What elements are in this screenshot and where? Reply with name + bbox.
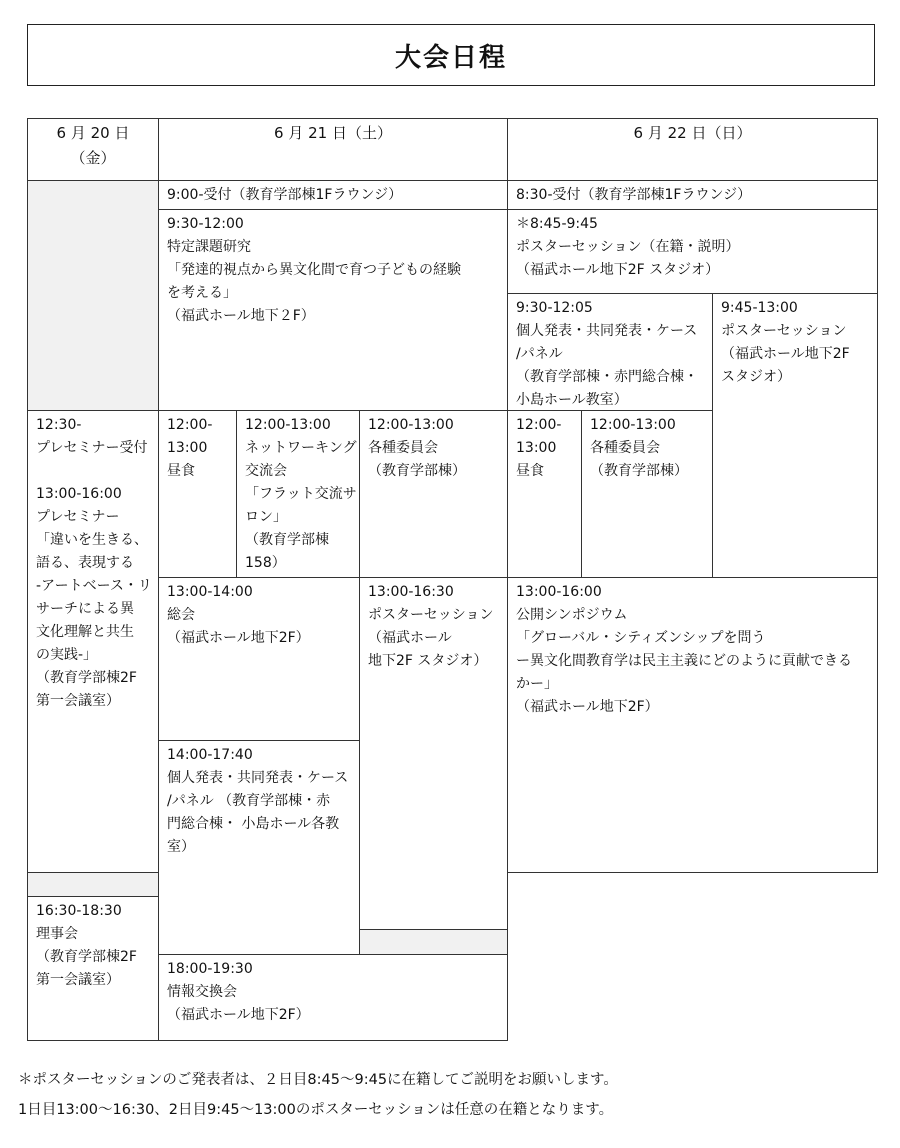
cell-line: （教育学部棟2F	[36, 949, 137, 965]
cell-line: /パネル	[516, 346, 563, 362]
cell-line: （教育学部棟）	[368, 463, 466, 479]
day3-reception	[507, 180, 878, 210]
header-day3	[507, 118, 878, 181]
cell-line: 6 月 20 日	[56, 124, 130, 142]
schedule-table	[27, 118, 878, 1041]
cell-line: 13:00	[516, 440, 557, 456]
page-title: 大会日程	[394, 42, 507, 73]
cell-line: 18:00-19:30	[167, 961, 253, 977]
cell-line: 12:00-	[516, 417, 562, 433]
cell-line: スタジオ）	[721, 369, 791, 385]
cell-line: ロン」	[245, 509, 287, 525]
day2-info-exchange	[158, 954, 508, 1041]
cell-line: 昼食	[167, 463, 195, 479]
day2-reception	[158, 180, 508, 210]
cell-line: 12:00-13:00	[245, 417, 331, 433]
day3-presentations	[507, 293, 713, 411]
cell-line: サーチによる異	[36, 601, 134, 617]
cell-line: （福武ホール	[368, 630, 452, 646]
cell-line: 9:45-13:00	[721, 300, 798, 316]
day3-lunch	[507, 410, 582, 578]
cell-line: プレセミナー	[36, 509, 120, 525]
cell-line: 9:30-12:05	[516, 300, 593, 316]
day2-special-research	[158, 209, 508, 411]
day2-poster-session	[359, 577, 508, 930]
day3-poster-explain	[507, 209, 878, 294]
cell-line: （福武ホール地下2F スタジオ）	[516, 262, 720, 278]
cell-line: 第一会議室）	[36, 693, 120, 709]
day2-general-meeting	[158, 577, 360, 741]
cell-line: 「フラット交流サ	[245, 486, 357, 502]
cell-line: （福武ホール地下2F）	[167, 1007, 310, 1023]
cell-line: （福武ホール地下2F）	[516, 699, 659, 715]
cell-line: 個人発表・共同発表・ケース	[516, 323, 698, 339]
cell-line: 小島ホール教室）	[516, 392, 628, 408]
day2-presentations	[158, 740, 360, 955]
cell-line: /パネル （教育学部棟・赤	[167, 793, 331, 809]
cell-line: 6 月 22 日（日）	[633, 124, 752, 142]
cell-line: （教育学部棟	[245, 532, 329, 548]
cell-line: 8:30-受付（教育学部棟1Fラウンジ）	[516, 187, 752, 203]
cell-line: （教育学部棟）	[590, 463, 688, 479]
cell-line: 13:00-14:00	[167, 584, 253, 600]
cell-line: 特定課題研究	[167, 239, 251, 255]
cell-line: （福武ホール地下2F）	[167, 630, 310, 646]
cell-line: ポスターセッション	[368, 607, 494, 623]
cell-line: 文化理解と共生	[36, 624, 134, 640]
title-box	[27, 24, 875, 86]
cell-line: （教育学部棟・赤門総合棟・	[516, 369, 698, 385]
cell-line: 門総合棟・ 小島ホール各教	[167, 816, 340, 832]
day3-poster-session	[712, 293, 878, 578]
cell-line: 12:00-	[167, 417, 213, 433]
note-poster-presenters: ＊ポスターセッションのご発表者は、２日目8:45～9:45に在籍してご説明をお願いします。	[18, 1072, 618, 1088]
cell-line: プレセミナー受付	[36, 440, 148, 456]
day3-symposium	[507, 577, 878, 873]
cell-line	[36, 460, 150, 483]
cell-line: 昼食	[516, 463, 544, 479]
day2-lunch	[158, 410, 237, 578]
cell-line: （福武ホール地下２F）	[167, 308, 315, 324]
cell-line: 個人発表・共同発表・ケース	[167, 770, 349, 786]
cell-line: （福武ホール地下2F	[721, 346, 850, 362]
day2-networking	[236, 410, 360, 578]
header-day1	[27, 118, 159, 181]
cell-line: （金）	[70, 149, 116, 167]
day1-preseminar	[27, 410, 159, 873]
cell-line: 13:00-16:00	[36, 486, 122, 502]
cell-line: （教育学部棟2F	[36, 670, 137, 686]
header-day2	[158, 118, 508, 181]
cell-line: ー異文化間教育学は民主主義にどのように貢献できる	[516, 653, 852, 669]
cell-line: 13:00	[167, 440, 208, 456]
cell-line: ＊8:45-9:45	[516, 216, 598, 232]
cell-line: 室）	[167, 839, 195, 855]
cell-line: 各種委員会	[590, 440, 660, 456]
cell-line: 9:00-受付（教育学部棟1Fラウンジ）	[167, 187, 403, 203]
cell-line: 総会	[167, 607, 195, 623]
cell-line: 13:00-16:30	[368, 584, 454, 600]
cell-line: 「発達的視点から異文化間で育つ子どもの経験	[167, 262, 461, 278]
cell-line: 13:00-16:00	[516, 584, 602, 600]
cell-line: 14:00-17:40	[167, 747, 253, 763]
cell-line: 公開シンポジウム	[516, 607, 628, 623]
cell-line: -アートベース・リ	[36, 578, 152, 594]
cell-line: を考える」	[167, 285, 237, 301]
cell-line: 「グローバル・シティズンシップを問う	[516, 630, 766, 646]
cell-line: 6 月 21 日（土）	[274, 124, 392, 142]
cell-line: ポスターセッション（在籍・説明）	[516, 239, 740, 255]
cell-line: 理事会	[36, 926, 78, 942]
cell-line: 地下2F スタジオ）	[368, 653, 488, 669]
cell-line: かー」	[516, 676, 558, 692]
cell-line: 16:30-18:30	[36, 903, 122, 919]
cell-line: 語る、表現する	[36, 555, 134, 571]
cell-line: 9:30-12:00	[167, 216, 244, 232]
day2-committee	[359, 410, 508, 578]
cell-line: 情報交換会	[167, 984, 237, 1000]
cell-line: 158）	[245, 555, 286, 571]
cell-line: ネットワーキング	[245, 440, 357, 456]
day1-board-meeting	[27, 896, 159, 1041]
cell-line: 12:00-13:00	[368, 417, 454, 433]
cell-line: の実践-」	[36, 647, 98, 663]
cell-line: 第一会議室）	[36, 972, 120, 988]
note-poster-optional: 1日目13:00～16:30、2日目9:45～13:00のポスターセッションは任意の在籍となります。	[18, 1102, 614, 1118]
day3-committee	[581, 410, 713, 578]
day1-gap	[27, 872, 159, 897]
cell-line: 12:30-	[36, 417, 82, 433]
cell-line: 「違いを生きる、	[36, 532, 148, 548]
day1-empty-morning	[27, 180, 159, 411]
cell-line: 12:00-13:00	[590, 417, 676, 433]
day2-gap	[359, 929, 508, 955]
cell-line: ポスターセッション	[721, 323, 847, 339]
cell-line: 各種委員会	[368, 440, 438, 456]
cell-line: 交流会	[245, 463, 287, 479]
